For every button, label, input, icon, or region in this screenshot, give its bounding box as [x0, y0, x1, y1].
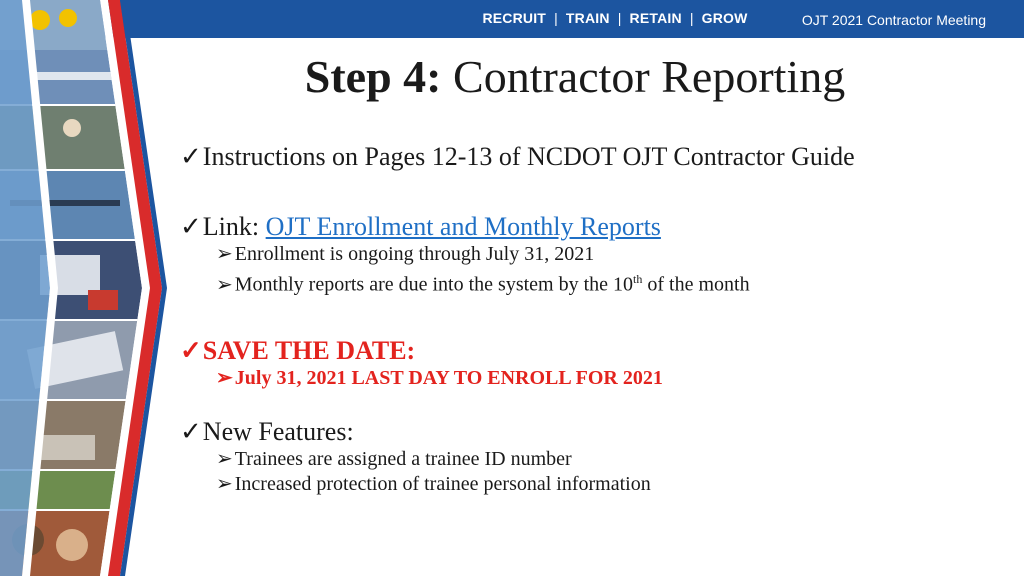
locomotive-icon	[88, 290, 118, 310]
tagline-separator: |	[617, 10, 622, 26]
check-icon: ✓	[180, 142, 202, 171]
check-icon: ✓	[180, 335, 202, 365]
bullet-save-date	[180, 336, 1000, 366]
train-icon	[30, 72, 115, 80]
bus-icon	[40, 435, 95, 460]
link-label: Link:	[202, 212, 266, 241]
hardhat-icon	[59, 9, 77, 27]
tagline-separator: |	[689, 10, 694, 26]
tagline-train: TRAIN	[565, 10, 610, 26]
arrow-icon: ➢	[216, 243, 233, 265]
sidebar-graphic	[0, 0, 170, 576]
sub-bullet-enrollment	[216, 242, 1000, 267]
check-icon: ✓	[180, 212, 202, 241]
new-features-text: New Features:	[202, 416, 354, 446]
bullet-link	[180, 212, 1000, 242]
tagline	[420, 0, 810, 38]
tagline-grow: GROW	[701, 10, 748, 26]
arrow-icon: ➢	[216, 273, 233, 296]
save-date-text: SAVE THE DATE:	[202, 335, 416, 365]
sub-bullet-monthly	[216, 267, 1000, 298]
arrow-icon: ➢	[216, 472, 233, 495]
monthly-text-end: of the month	[642, 273, 750, 296]
meeting-label: OJT 2021 Contractor Meeting	[801, 12, 986, 28]
title-step: Step 4:	[304, 51, 442, 102]
tagline-separator: |	[554, 10, 558, 26]
bullet-instructions-text: Instructions on Pages 12-13 of NCDOT OJT Contractor Guide	[202, 142, 855, 171]
tagline-retain: RETAIN	[629, 10, 682, 26]
slide-content	[180, 138, 1000, 497]
worker-icon	[56, 529, 88, 561]
protection-text: Increased protection of trainee personal information	[234, 472, 651, 495]
arrow-icon: ➢	[216, 447, 233, 470]
sub-bullet-trainee-id	[216, 447, 1000, 472]
hardhat-icon	[30, 10, 50, 30]
title-text: Contractor Reporting	[453, 51, 846, 102]
enrollment-reports-link[interactable]: OJT Enrollment and Monthly Reports	[265, 212, 661, 241]
page-title	[160, 50, 990, 103]
enrollment-text: Enrollment is ongoing through July 31, 2021	[234, 243, 595, 265]
last-day-text: July 31, 2021 LAST DAY TO ENROLL FOR 2021	[234, 366, 663, 389]
monthly-text: Monthly reports are due into the system by the 10	[234, 273, 634, 296]
photo-sidebar	[0, 0, 170, 576]
sub-bullet-protection	[216, 472, 1000, 497]
cyclist-icon	[63, 119, 81, 137]
bullet-instructions	[180, 142, 1000, 172]
tagline-recruit: RECRUIT	[482, 10, 547, 26]
sub-bullet-last-day	[216, 366, 1000, 391]
arrow-icon: ➢	[216, 366, 233, 389]
check-icon: ✓	[180, 416, 202, 446]
bullet-new-features	[180, 417, 1000, 447]
trainee-id-text: Trainees are assigned a trainee ID number	[234, 447, 572, 470]
monthly-ordinal: th	[633, 272, 643, 286]
